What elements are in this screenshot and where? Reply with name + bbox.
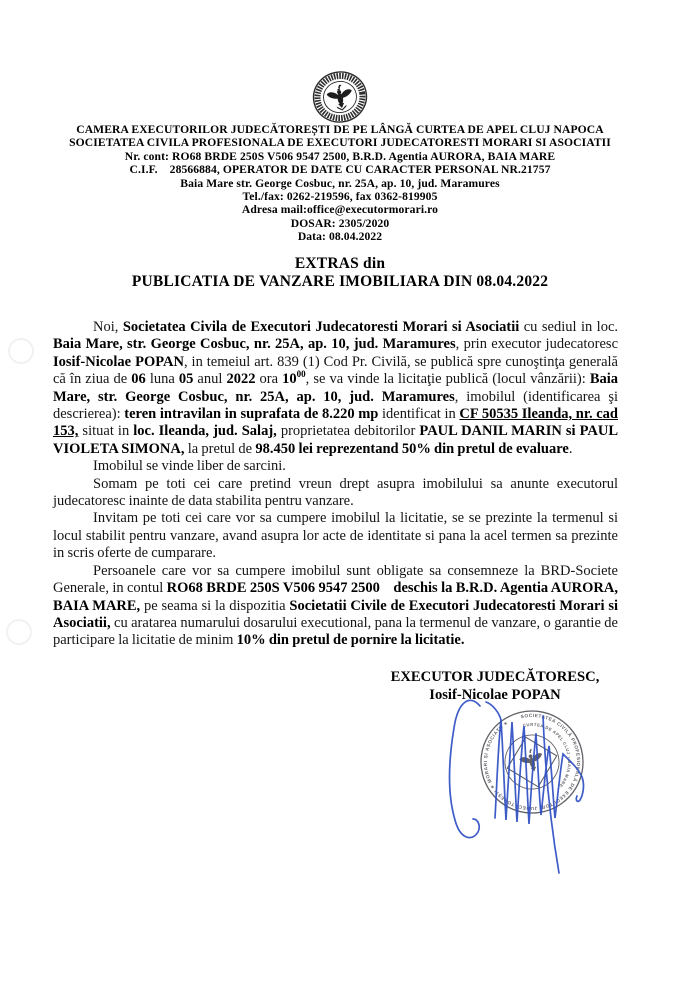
text-run: RO68 BRDE 250S V506 9547 2500 [166, 580, 380, 597]
title-line-2: PUBLICATIA DE VANZARE IMOBILIARA DIN 08.04.2022 [131, 272, 549, 290]
text-run: identificat in [378, 406, 460, 423]
text-run: Baia Mare, str. George Cosbuc, nr. 25A, ap. 10, jud. Maramures [53, 371, 619, 405]
text-run: Baia Mare, str. George Cosbuc, nr. 25A, ap. 10, jud. Maramures [53, 336, 456, 353]
text-run: Invitam pe toti cei care vor sa cumpere imobilul la licitatie, se se prezinte la termenul si locul stabilit pentru vanzare, avand asupra lor acte de identitate si pana la acel termen sa prezinte in scris oferte de cumparare. [53, 510, 618, 562]
text-run: 10 [282, 371, 297, 388]
text-run: , prin executor judecatoresc [455, 336, 619, 353]
body-paragraph [53, 563, 618, 650]
signer-role: EXECUTOR JUDECĂTORESC, [390, 669, 600, 685]
text-run: 2022 [226, 371, 256, 388]
letterhead-line: SOCIETATEA CIVILA PROFESIONALA DE EXECUTORI JUDECATORESTI MORARI SI ASOCIATII [69, 136, 611, 150]
text-run: 05 [178, 371, 194, 388]
national-emblem-seal-icon [310, 68, 370, 126]
text-run: 00 [296, 369, 306, 380]
letterhead [20, 123, 660, 244]
text-run: Noi, [93, 319, 123, 335]
text-run: . [568, 440, 573, 457]
text-run: 98.450 lei reprezentand 50% din pretul de evaluare [255, 440, 569, 457]
letterhead-line: Adresa mail:office@executormorari.ro [241, 203, 439, 217]
signer-name: Iosif-Nicolae POPAN [429, 687, 561, 703]
text-run: CF 50535 Ileanda, nr. cad 153, [53, 406, 618, 440]
text-run: Societatea Civila de Executori Judecatoresti Morari si Asociatii [122, 319, 520, 335]
body-paragraph [53, 476, 618, 511]
title-line-1: EXTRAS din [294, 255, 386, 272]
letterhead-line: Data: 08.04.2022 [297, 230, 383, 244]
text-run: Persoanele care vor sa cumpere imobilul sunt obligate sa consemneze la BRD-Societe Generale, in contul [53, 562, 618, 597]
text-run: loc. Ileanda, jud. Salaj, [133, 423, 277, 440]
letterhead-line: C.I.F. 28566884, OPERATOR DE DATE CU CARACTER PERSONAL NR.21757 [129, 163, 551, 177]
document-title [0, 255, 680, 290]
text-run: 10% din pretul de pornire la licitatie. [236, 632, 465, 649]
body-paragraph [53, 458, 618, 475]
text-run: 06 [131, 371, 146, 388]
text-run: luna [145, 371, 179, 388]
punch-hole-mark [6, 619, 32, 645]
body-paragraph [53, 510, 618, 562]
text-run: Societatii Civile de Executori Judecatoresti Morari si Asociatii, [53, 597, 618, 631]
stamp-outer-ring-text: SOCIETATEA CIVILĂ PROFESIONALĂ DE EXECUTORI JUDECĂTOREȘTI ✶ MORARI ȘI ASOCIAȚII ✶ [482, 712, 582, 812]
document-body [53, 319, 618, 650]
text-run: ora [255, 371, 283, 388]
letterhead-line: DOSAR: 2305/2020 [290, 216, 390, 230]
text-run: la pretul de [184, 440, 256, 457]
punch-hole-mark [8, 338, 34, 364]
text-run: cu sediul in loc. [519, 319, 619, 335]
text-run: pe seama si la dispozitia [140, 597, 290, 614]
text-run: , in temeiul art. 839 (1) Cod Pr. Civilă, se publică spre cunoştinţa generală că în ziua de [53, 353, 618, 388]
text-run: Iosif-Nicolae POPAN [53, 353, 184, 370]
text-run: teren intravilan in suprafata de 8.220 mp [124, 406, 379, 423]
body-paragraph [53, 319, 618, 458]
text-run: proprietatea debitorilor [276, 423, 420, 440]
letterhead-line: CAMERA EXECUTORILOR JUDECĂTOREȘTI DE PE LÂNGĂ CURTEA DE APEL CLUJ NAPOCA [76, 123, 604, 136]
text-run: , imobilul (identificarea şi descrierea): [53, 388, 618, 423]
text-run: Imobilul se vinde liber de sarcini. [93, 458, 286, 475]
letterhead-line: Tel./fax: 0262-219596, fax 0362-819905 [242, 190, 438, 204]
text-run: anul [193, 371, 227, 388]
letterhead-line: Nr. cont: RO68 BRDE 250S V506 9547 2500, B.R.D. Agentia AURORA, BAIA MARE [124, 149, 556, 163]
text-run: deschis la B.R.D. Agentia AURORA, BAIA MARE, [53, 580, 618, 614]
letterhead-line: Baia Mare str. George Cosbuc, nr. 25A, ap. 10, jud. Maramures [180, 176, 500, 190]
text-run: PAUL DANIL MARIN si PAUL VIOLETA SIMONA, [53, 423, 619, 457]
text-run: cu aratarea numarului dosarului executional, pana la termenul de vanzare, o garantie de participare la licitatie de minim [53, 614, 618, 649]
stamp-inner-ring-text: CURTEA DE APEL CLUJ • BAIA MARE • [522, 722, 572, 792]
text-run: situat in [78, 423, 134, 440]
text-run: Somam pe toti cei care pretind vreun drept asupra imobilului sa anunte executorul judecatoresc inainte de data stabilita pentru vanzare. [53, 475, 618, 510]
handwritten-signature [440, 688, 615, 888]
text-run [380, 580, 394, 596]
text-run: , se va vinde la licitaţie publică (locul vânzării): [305, 371, 590, 388]
